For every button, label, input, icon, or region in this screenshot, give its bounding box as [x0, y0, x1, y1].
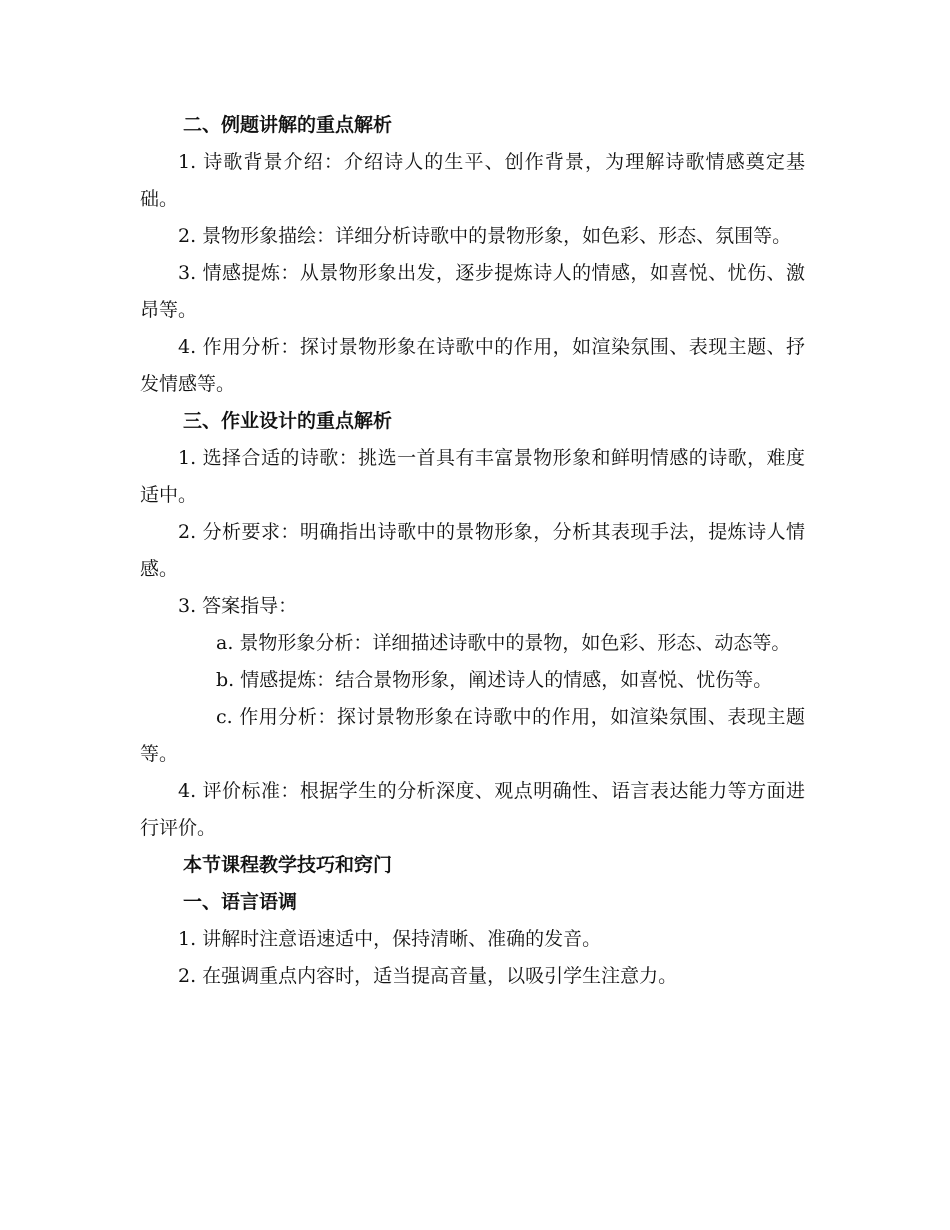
sub-list-item: b. 情感提炼：结合景物形象，阐述诗人的情感，如喜悦、忧伤等。 — [216, 669, 773, 691]
list-item: 3. 情感提炼：从景物形象出发，逐步提炼诗人的情感，如喜悦、忧伤、激昂等。 — [140, 262, 805, 321]
list-item: 4. 作用分析：探讨景物形象在诗歌中的作用，如渲染氛围、表现主题、抒发情感等。 — [140, 336, 805, 395]
section-heading-language-tone: 一、语言语调 — [183, 891, 298, 913]
list-item: 3. 答案指导： — [178, 595, 298, 617]
list-item: 1. 选择合适的诗歌：挑选一首具有丰富景物形象和鲜明情感的诗歌，难度适中。 — [140, 447, 805, 506]
tips-title: 本节课程教学技巧和窍门 — [183, 854, 393, 876]
list-item: 2. 分析要求：明确指出诗歌中的景物形象，分析其表现手法，提炼诗人情感。 — [140, 521, 805, 580]
list-item: 1. 诗歌背景介绍：介绍诗人的生平、创作背景，为理解诗歌情感奠定基础。 — [140, 151, 805, 210]
document-body — [140, 107, 805, 995]
sub-list-item: a. 景物形象分析：详细描述诗歌中的景物，如色彩、形态、动态等。 — [216, 632, 791, 654]
list-item: 2. 在强调重点内容时，适当提高音量，以吸引学生注意力。 — [178, 965, 678, 987]
sub-list-item: c. 作用分析：探讨景物形象在诗歌中的作用，如渲染氛围、表现主题等。 — [140, 706, 805, 765]
section-heading-homework-design: 三、作业设计的重点解析 — [183, 410, 393, 432]
section-heading-example-analysis: 二、例题讲解的重点解析 — [183, 114, 393, 136]
list-item: 2. 景物形象描绘：详细分析诗歌中的景物形象，如色彩、形态、氛围等。 — [178, 225, 792, 247]
list-item: 4. 评价标准：根据学生的分析深度、观点明确性、语言表达能力等方面进行评价。 — [140, 780, 805, 839]
list-item: 1. 讲解时注意语速适中，保持清晰、准确的发音。 — [178, 928, 602, 950]
